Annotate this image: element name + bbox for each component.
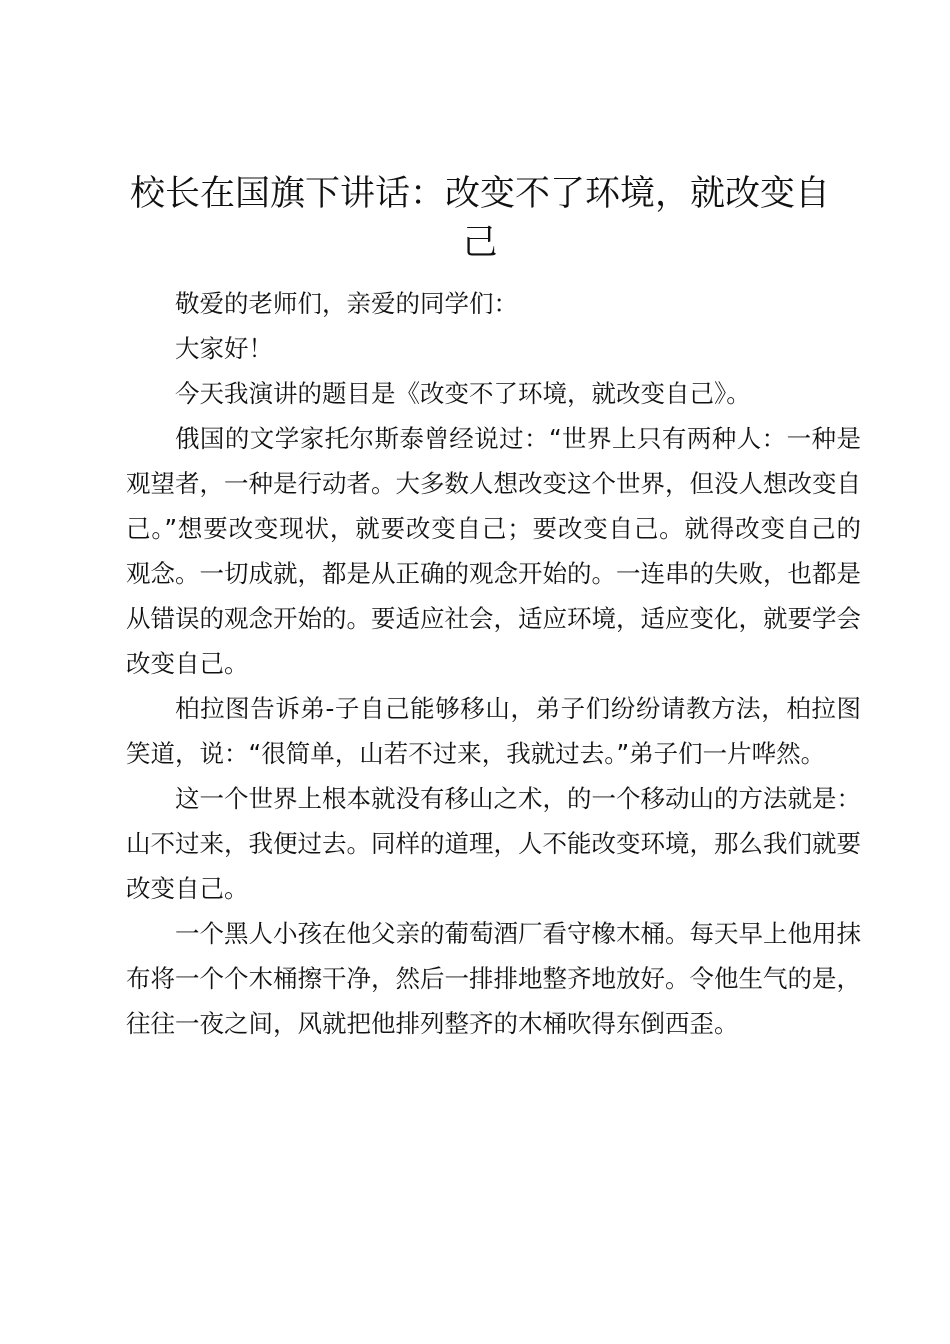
document-body [126, 281, 861, 1046]
document-title: 校长在国旗下讲话：改变不了环境，就改变自己 [129, 174, 830, 263]
greeting-paragraph: 大家好！ [175, 334, 273, 363]
salutation-paragraph: 敬爱的老师们，亲爱的同学们： [175, 289, 518, 318]
tolstoy-paragraph: 俄国的文学家托尔斯泰曾经说过：“世界上只有两种人：一种是观望者，一种是行动者。大多数人想改变这个世界，但没人想改变自己。”想要改变现状，就要改变自己；要改变自己。就得改变自己的观念。一切成就，都是从正确的观念开始的。一连串的失败，也都是从错误的观念开始的。要适应社会，适应环境，适应变化，就要学会改变自己。 [126, 424, 861, 678]
mountain-paragraph: 这一个世界上根本就没有移山之术，的一个移动山的方法就是：山不过来，我便过去。同样的道理，人不能改变环境，那么我们就要改变自己。 [126, 784, 861, 903]
barrel-paragraph: 一个黑人小孩在他父亲的葡萄酒厂看守橡木桶。每天早上他用抹布将一个个木桶擦干净，然后一排排地整齐地放好。令他生气的是，往往一夜之间，风就把他排列整齐的木桶吹得东倒西歪。 [126, 919, 861, 1038]
topic-paragraph: 今天我演讲的题目是《改变不了环境，就改变自己》。 [175, 379, 751, 408]
plato-paragraph: 柏拉图告诉弟-子自己能够移山，弟子们纷纷请教方法，柏拉图笑道，说：“很简单，山若不过来，我就过去。”弟子们一片哗然。 [126, 694, 861, 768]
